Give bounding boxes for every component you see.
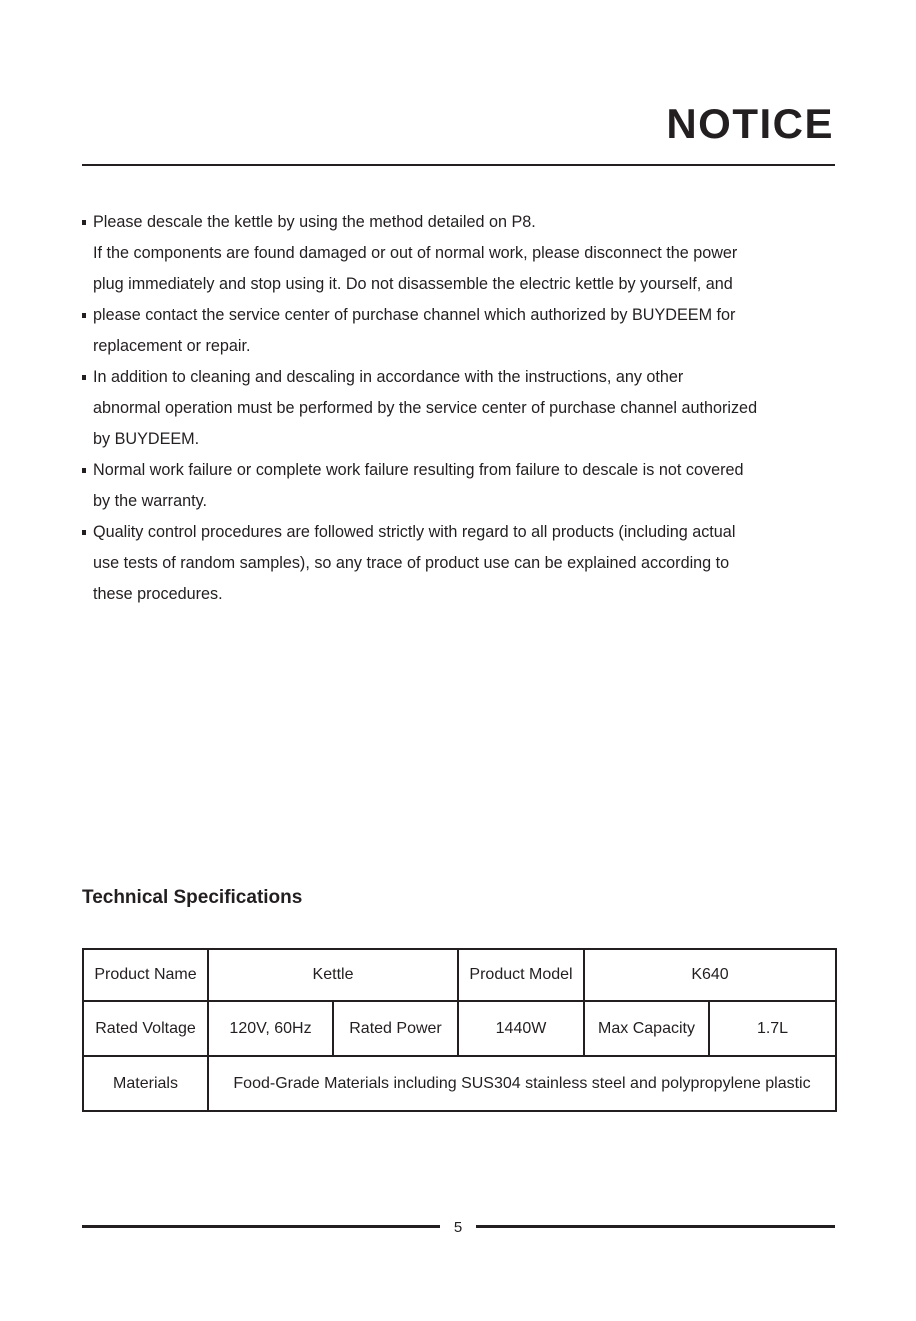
- table-row: [83, 949, 836, 1001]
- notice-line-text: plug immediately and stop using it. Do not disassemble the electric kettle by yourself, and: [93, 275, 733, 293]
- notice-list: [82, 207, 842, 610]
- bullet-marker: [82, 530, 86, 535]
- page-title: NOTICE: [666, 100, 834, 147]
- notice-line-text: by the warranty.: [93, 492, 207, 510]
- max-capacity-label: Max Capacity: [584, 1001, 709, 1056]
- notice-line: [82, 548, 842, 579]
- notice-line-text: use tests of random samples), so any trace of product use can be explained according to: [93, 554, 730, 572]
- notice-line-text: these procedures.: [93, 585, 223, 603]
- notice-line: [82, 269, 842, 300]
- footer-rule-left: [82, 1225, 440, 1228]
- materials-label: Materials: [83, 1056, 208, 1111]
- product-model-label: Product Model: [458, 949, 584, 1001]
- bullet-marker: [82, 313, 86, 318]
- rated-voltage-value: 120V, 60Hz: [208, 1001, 333, 1056]
- page-number: 5: [453, 1219, 463, 1236]
- notice-line: [82, 207, 842, 238]
- notice-line-text: Please descale the kettle by using the method detailed on P8.: [93, 213, 536, 231]
- notice-line-text: Quality control procedures are followed strictly with regard to all products (including actual: [93, 523, 736, 541]
- bullet-marker: [82, 220, 86, 225]
- specs-heading: Technical Specifications: [82, 887, 303, 908]
- product-model-value: K640: [584, 949, 836, 1001]
- rated-voltage-label: Rated Voltage: [83, 1001, 208, 1056]
- footer-rule-right: [476, 1225, 835, 1228]
- bullet-marker: [82, 375, 86, 380]
- product-name-label: Product Name: [83, 949, 208, 1001]
- notice-line: [82, 300, 842, 331]
- materials-value: Food-Grade Materials including SUS304 stainless steel and polypropylene plastic: [208, 1056, 836, 1111]
- max-capacity-value: 1.7L: [709, 1001, 836, 1056]
- notice-line-text: by BUYDEEM.: [93, 430, 200, 448]
- notice-line-text: If the components are found damaged or out of normal work, please disconnect the power: [93, 244, 738, 262]
- product-name-value: Kettle: [208, 949, 458, 1001]
- notice-line-text: Normal work failure or complete work failure resulting from failure to descale is not covered: [93, 461, 744, 479]
- notice-line: [82, 486, 842, 517]
- notice-line: [82, 455, 842, 486]
- notice-line: [82, 238, 842, 269]
- notice-line-text: abnormal operation must be performed by the service center of purchase channel authorized: [93, 399, 758, 417]
- bullet-marker: [82, 468, 86, 473]
- notice-line: [82, 331, 842, 362]
- table-row: [83, 1056, 836, 1111]
- rated-power-value: 1440W: [458, 1001, 584, 1056]
- notice-line: [82, 424, 842, 455]
- notice-line: [82, 579, 842, 610]
- notice-line-text: In addition to cleaning and descaling in accordance with the instructions, any other: [93, 368, 684, 386]
- specs-table: [82, 948, 837, 1112]
- notice-line-text: replacement or repair.: [93, 337, 251, 355]
- notice-line-text: please contact the service center of purchase channel which authorized by BUYDEEM for: [93, 306, 736, 324]
- notice-line: [82, 517, 842, 548]
- notice-line: [82, 393, 842, 424]
- rated-power-label: Rated Power: [333, 1001, 458, 1056]
- notice-line: [82, 362, 842, 393]
- title-divider: [82, 164, 835, 166]
- table-row: [83, 1001, 836, 1056]
